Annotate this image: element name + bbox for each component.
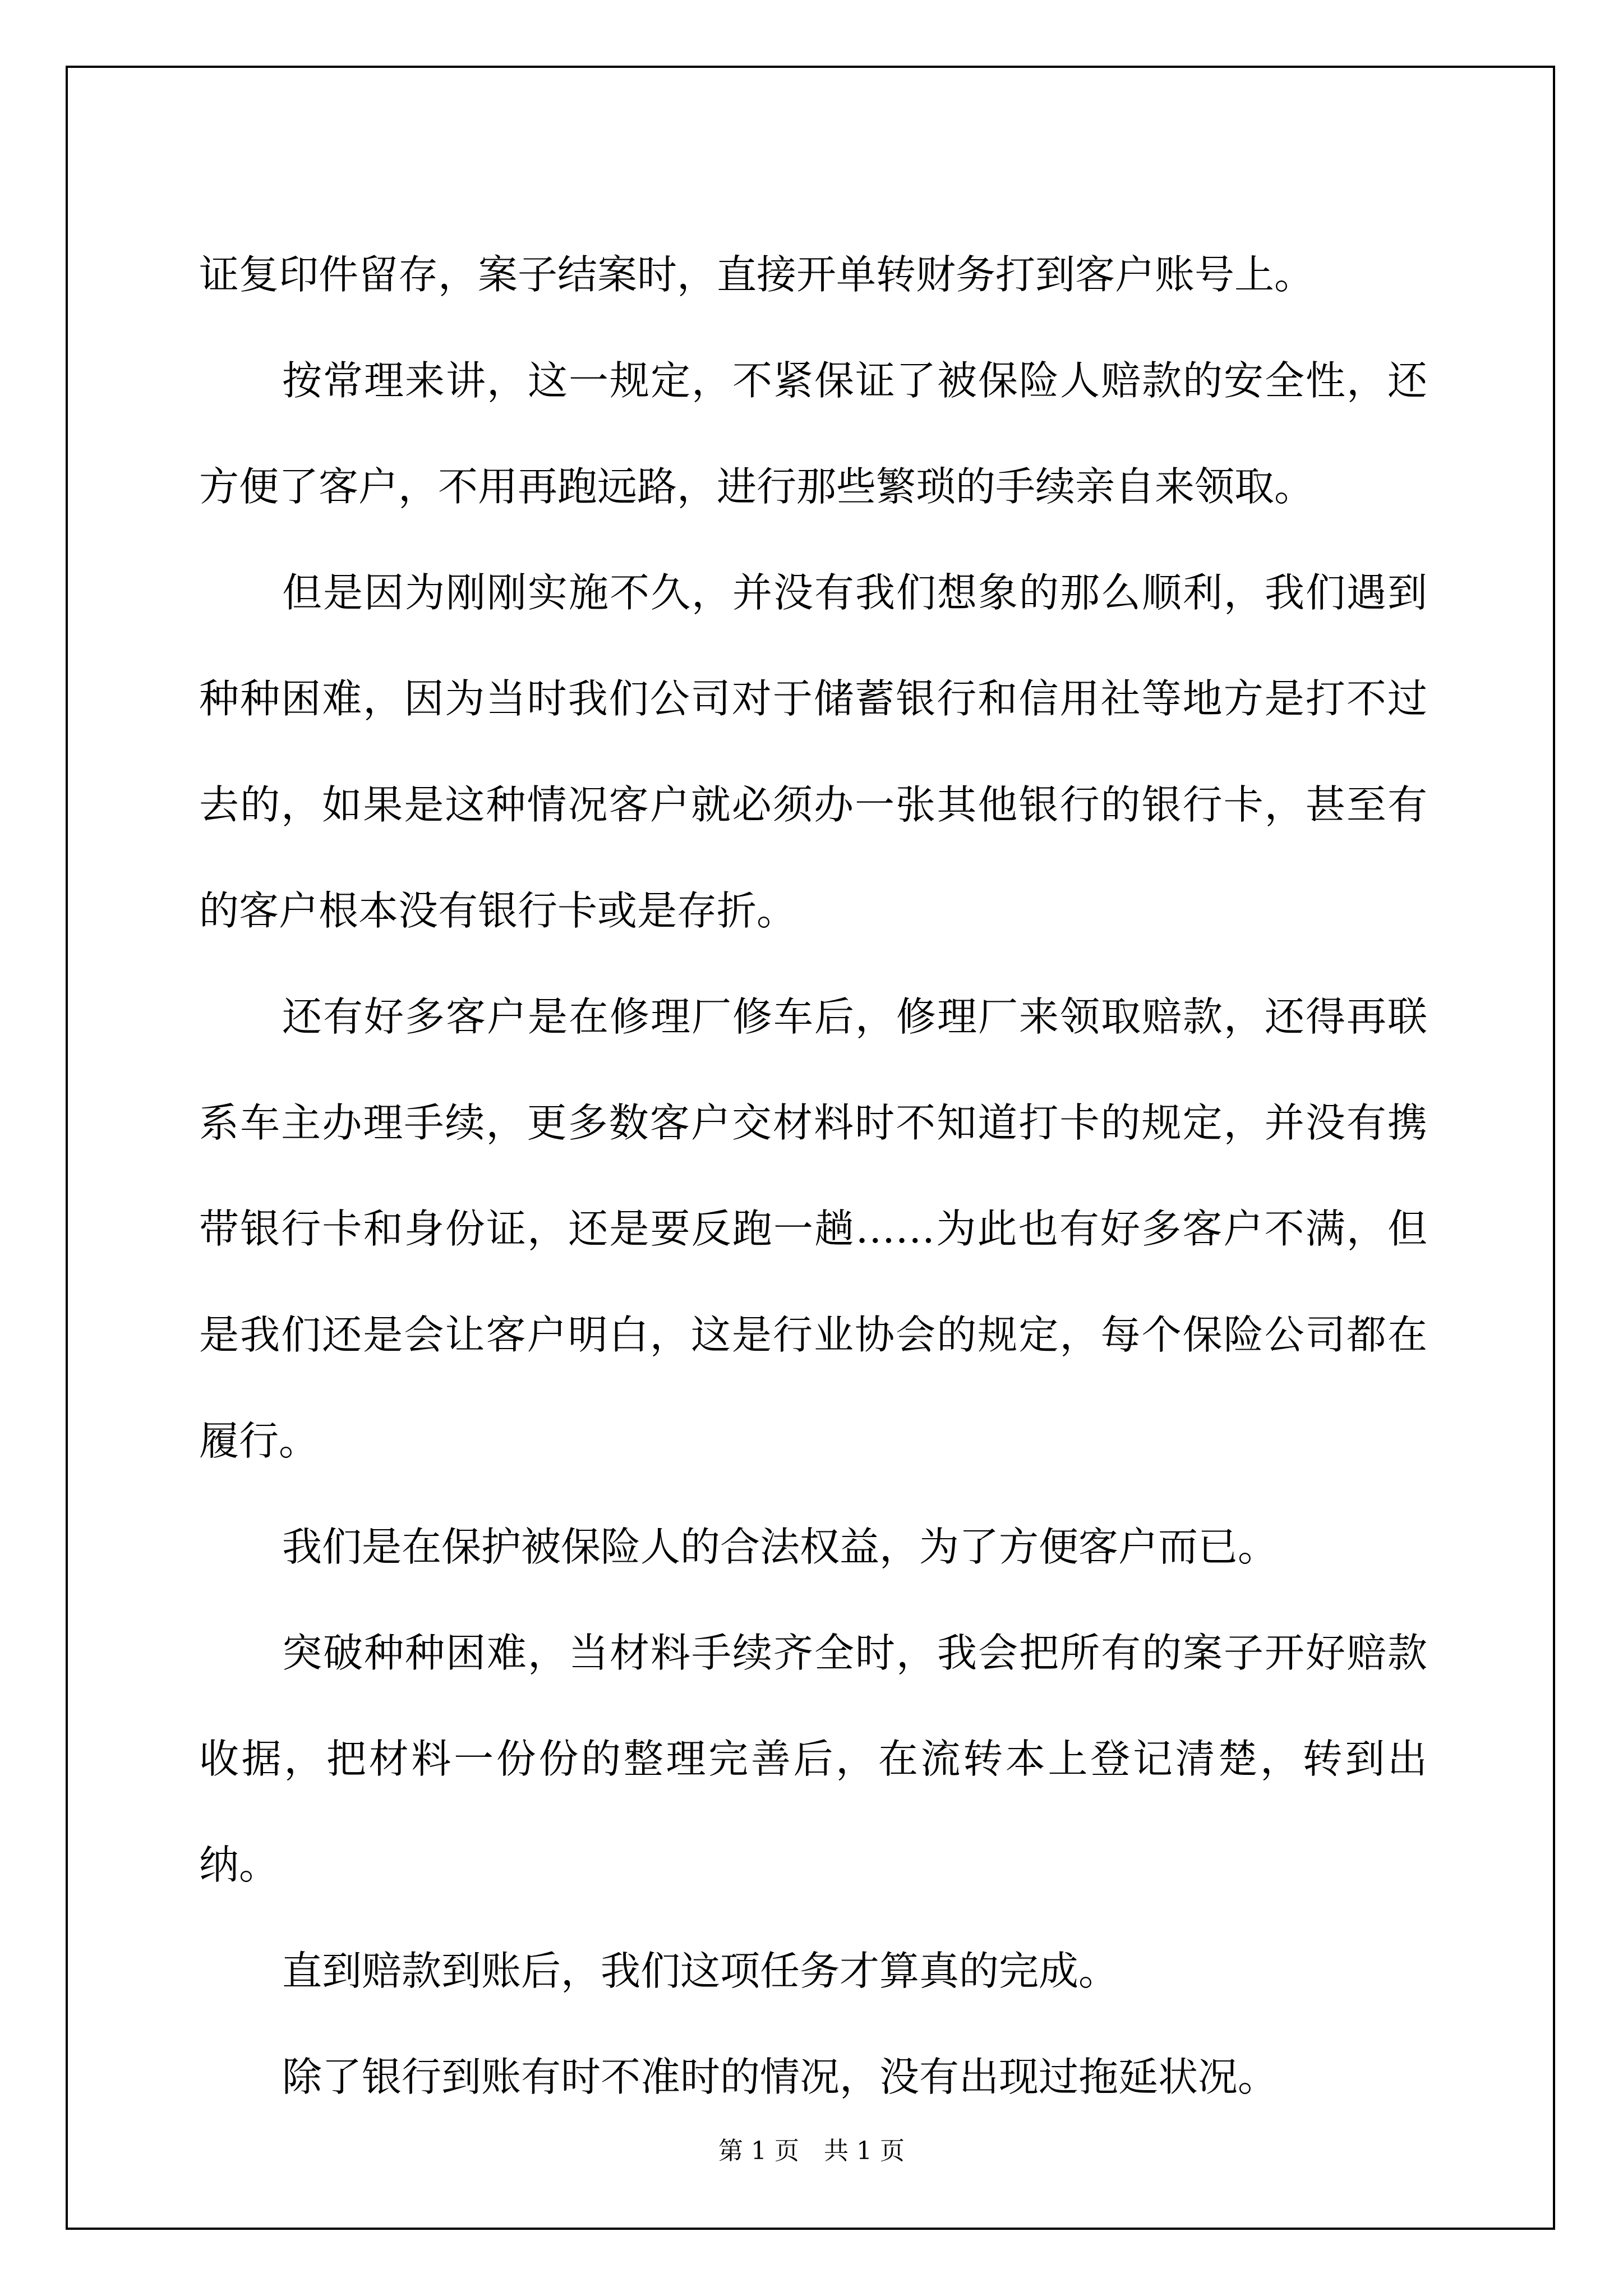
paragraph-8: 除了银行到账有时不准时的情况，没有出现过拖延状况。 — [282, 2054, 1278, 2100]
paragraph-7: 直到赔款到账后，我们这项任务才算真的完成。 — [282, 1948, 1119, 1994]
paragraph-3: 但是因为刚刚实施不久，并没有我们想象的那么顺利，我们遇到种种困难，因为当时我们公司对于储蓄银行和信用社等地方是打不过去的，如果是这种情况客户就必须办一张其他银行的银行卡，甚至有的客户根本没有银行卡或是存折。 — [199, 569, 1427, 934]
document-body — [199, 222, 1427, 2130]
paragraph-5: 我们是在保护被保险人的合法权益，为了方便客户而已。 — [282, 1524, 1278, 1570]
paragraph-2: 按常理来讲，这一规定，不紧保证了被保险人赔款的安全性，还方便了客户，不用再跑远路，进行那些繁琐的手续亲自来领取。 — [199, 357, 1427, 510]
paragraph-1: 证复印件留存，案子结案时，直接开单转财务打到客户账号上。 — [199, 251, 1315, 298]
paragraph-4: 还有好多客户是在修理厂修车后，修理厂来领取赔款，还得再联系车主办理手续，更多数客户交材料时不知道打卡的规定，并没有携带银行卡和身份证，还是要反跑一趟……为此也有好多客户不满，但是我们还是会让客户明白，这是行业协会的规定，每个保险公司都在履行。 — [199, 993, 1427, 1464]
paragraph-6: 突破种种困难，当材料手续齐全时，我会把所有的案子开好赔款收据，把材料一份份的整理完善后，在流转本上登记清楚，转到出纳。 — [199, 1630, 1427, 1888]
page-number-footer: 第 1 页 共 1 页 — [718, 2137, 905, 2165]
